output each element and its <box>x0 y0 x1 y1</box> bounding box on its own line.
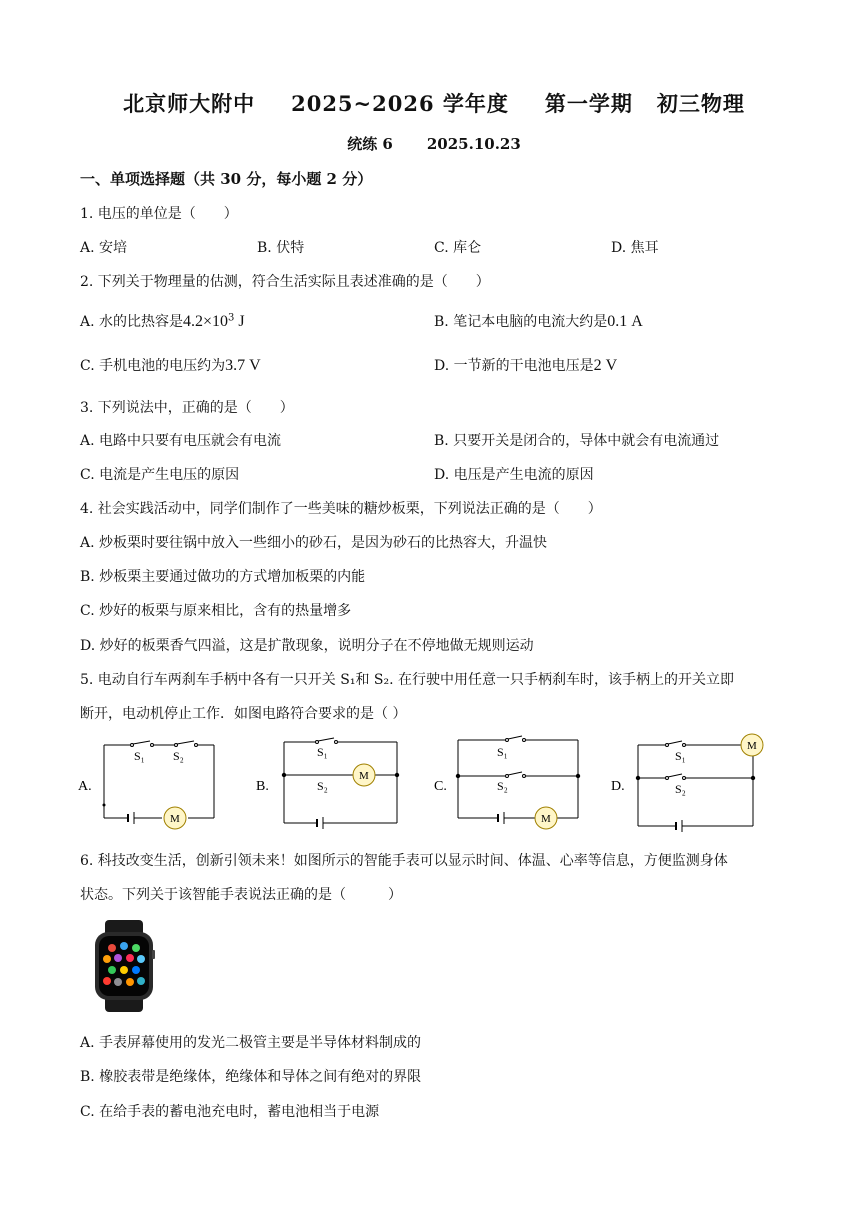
q4-option-b: B. 炒板栗主要通过做功的方式增加板栗的内能 <box>80 569 366 585</box>
circuit-b <box>284 738 397 829</box>
exam-date: 2025.10.23 <box>426 135 521 153</box>
q6-stem-line1: 6. 科技改变生活，创新引领未来！如图所示的智能手表可以显示时间、体温、心率等信息，方便监测身体 <box>80 853 728 869</box>
q1-option-c: C. 库仑 <box>434 240 482 256</box>
q6-option-a: A. 手表屏幕使用的发光二极管主要是半导体材料制成的 <box>80 1035 422 1051</box>
circuit-d-s1-label: S₁ <box>675 749 686 763</box>
q1-option-d: D. 焦耳 <box>611 240 659 256</box>
q6-option-b: B. 橡胶表带是绝缘体，绝缘体和导体之间有绝对的界限 <box>80 1069 422 1085</box>
exam-name: 统练 6 <box>347 135 393 153</box>
circuit-d-motor-label: M <box>747 740 757 752</box>
term: 第一学期 <box>544 91 633 116</box>
circuit-b-label: B. <box>256 779 269 794</box>
circuit-c-s1-label: S₁ <box>497 745 508 759</box>
school-name: 北京师大附中 <box>123 91 256 116</box>
circuit-d-label: D. <box>611 779 625 794</box>
q1-option-a: A. 安培 <box>80 240 128 256</box>
q3-option-d: D. 电压是产生电流的原因 <box>434 467 594 483</box>
q4-option-c: C. 炒好的板栗与原来相比，含有的热量增多 <box>80 603 352 619</box>
circuit-a-s2-label: S₂ <box>173 749 184 763</box>
q3-option-a: A. 电路中只要有电压就会有电流 <box>80 433 282 449</box>
q4-stem: 4. 社会实践活动中，同学们制作了一些美味的糖炒板栗，下列说法正确的是（ ） <box>80 501 602 517</box>
circuit-a <box>104 741 214 829</box>
circuit-b-motor-label: M <box>359 770 369 782</box>
q1-stem: 1. 电压的单位是（ ） <box>80 206 238 222</box>
q4-option-a: A. 炒板栗时要往锅中放入一些细小的砂石，是因为砂石的比热容大，升温快 <box>80 535 548 551</box>
circuit-a-s1-label: S₁ <box>134 749 145 763</box>
smartwatch-image <box>92 920 156 1012</box>
q3-option-b: B. 只要开关是闭合的，导体中就会有电流通过 <box>434 433 720 449</box>
q2-option-d: D. 一节新的干电池电压是2 V <box>434 357 618 374</box>
q3-stem: 3. 下列说法中，正确的是（ ） <box>80 400 294 416</box>
q3-option-c: C. 电流是产生电压的原因 <box>80 467 240 483</box>
page-title <box>0 88 868 118</box>
exam-subtitle <box>0 133 868 154</box>
q5-stem-line1: 5. 电动自行车两刹车手柄中各有一只开关 S₁和 S₂. 在行驶中用任意一只手柄刹车时，该手柄上的开关立即 <box>80 672 735 688</box>
circuit-d <box>638 734 763 832</box>
circuit-b-s2-label: S₂ <box>317 779 328 793</box>
circuit-a-label: A. <box>78 779 92 794</box>
circuit-c-label: C. <box>434 779 447 794</box>
circuit-a-motor-label: M <box>170 813 180 825</box>
q2-option-b: B. 笔记本电脑的电流大约是0.1 A <box>434 313 643 330</box>
q5-stem-line2: 断开，电动机停止工作．如图电路符合要求的是（ ） <box>80 706 407 722</box>
circuit-d-s2-label: S₂ <box>675 782 686 796</box>
circuit-b-s1-label: S₁ <box>317 745 328 759</box>
q1-option-b: B. 伏特 <box>257 240 305 256</box>
q5-circuit-diagrams <box>70 730 790 835</box>
circuit-c <box>458 736 578 829</box>
circuit-c-s2-label: S₂ <box>497 779 508 793</box>
q2-option-a: A. 水的比热容是$4.2\times 10^3$ J <box>80 312 245 330</box>
section-heading: 一、单项选择题（共 30 分，每小题 2 分） <box>80 170 373 188</box>
q6-stem-line2: 状态。下列关于该智能手表说法正确的是（ ） <box>80 887 402 903</box>
subject: 初三物理 <box>656 91 745 116</box>
q2-option-c: C. 手机电池的电压约为3.7 V <box>80 357 261 374</box>
q4-option-d: D. 炒好的板栗香气四溢，这是扩散现象，说明分子在不停地做无规则运动 <box>80 638 534 654</box>
school-year: 2025~2026 学年度 <box>291 91 509 116</box>
q2-stem: 2. 下列关于物理量的估测，符合生活实际且表述准确的是（ ） <box>80 274 490 290</box>
circuit-c-motor-label: M <box>541 813 551 825</box>
q6-option-c: C. 在给手表的蓄电池充电时，蓄电池相当于电源 <box>80 1104 380 1120</box>
